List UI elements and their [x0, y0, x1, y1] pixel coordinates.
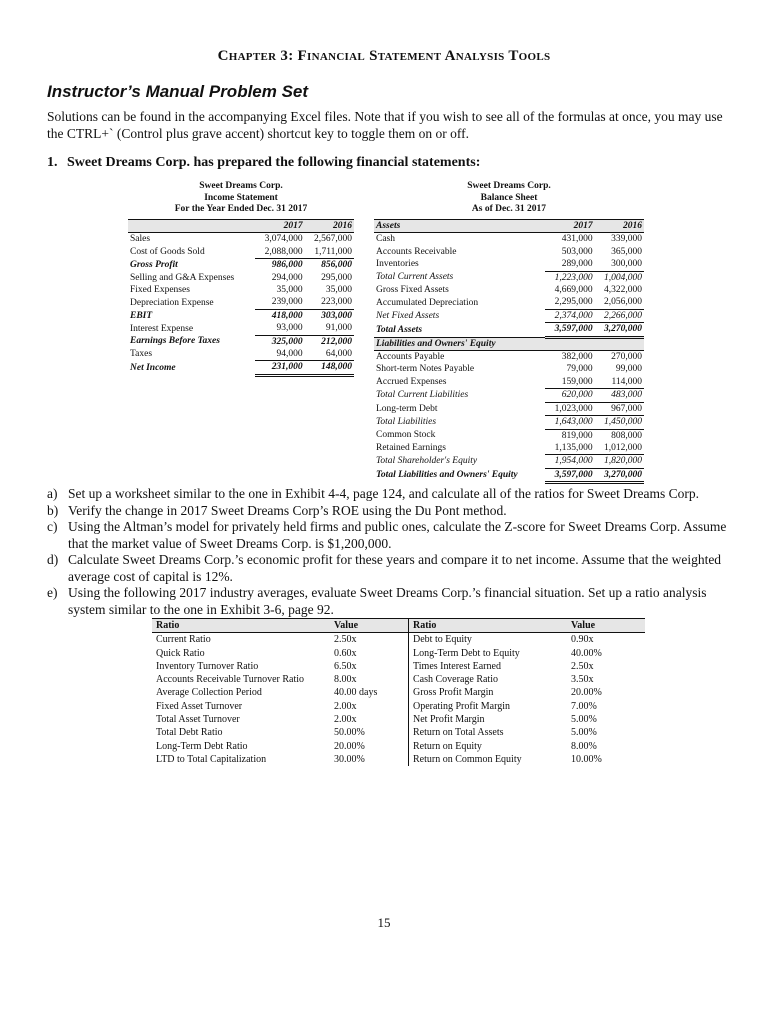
- question-text: Using the following 2017 industry averages, evaluate Sweet Dreams Corp.’s financial situation. Set up a ratio analysis system similar to the one in Exhibit 3-6, page 92.: [68, 585, 707, 617]
- income-statement-row: [128, 348, 354, 361]
- ratio-row: [152, 726, 645, 739]
- income-statement-row: [128, 335, 354, 348]
- income-statement-row-value-2016: 64,000: [305, 348, 354, 361]
- balance-sheet-row: [374, 363, 644, 375]
- balance-sheet-row: [374, 296, 644, 309]
- question-text: Using the Altman’s model for privately held firms and public ones, calculate the Z-score for Sweet Dreams Corp. Assume that the market value of Sweet Dreams Corp. is $1,200,000.: [68, 519, 727, 551]
- balance-sheet-row-value-2016: 1,004,000: [604, 272, 642, 283]
- ratio-name: Return on Total Assets: [409, 726, 568, 739]
- balance-sheet-row-label: Accounts Payable: [376, 352, 445, 363]
- income-statement-row: [128, 272, 354, 284]
- balance-sheet-row-value-2016: 4,322,000: [604, 285, 642, 296]
- income-statement-row: [128, 246, 354, 259]
- ratio-row: [152, 700, 645, 713]
- balance-sheet-row: [374, 389, 644, 402]
- balance-sheet-row-value-2017: 3,597,000: [545, 468, 594, 482]
- income-statement-row: [128, 309, 354, 322]
- balance-sheet-row-value-2016: 2,266,000: [595, 309, 644, 322]
- income-statement-row-value-2017: 231,000: [255, 361, 304, 375]
- balance-sheet-row-value-2016: 967,000: [595, 402, 644, 415]
- ratio-header-row: [152, 619, 645, 633]
- balance-sheet-row: [374, 323, 644, 337]
- ratio-row: [152, 647, 645, 660]
- income-statement-row-value-2016: 212,000: [305, 335, 354, 348]
- ratio-name: Total Debt Ratio: [156, 727, 223, 739]
- ratio-name: Return on Common Equity: [409, 753, 568, 766]
- income-statement-row-value-2016: 1,711,000: [305, 246, 354, 259]
- income-statement-row-label: Earnings Before Taxes: [130, 336, 220, 347]
- income-statement-row-value-2016: 223,000: [305, 296, 354, 309]
- ratio-value: 20.00%: [571, 687, 602, 699]
- income-statement-table: [128, 219, 354, 377]
- balance-sheet-row-value-2016: 99,000: [615, 364, 642, 375]
- balance-sheet-row: [374, 309, 644, 322]
- income-statement-header-cell: [128, 220, 255, 233]
- ratio-value: 0.60x: [334, 647, 357, 659]
- income-statement-row-value-2016: 303,000: [305, 309, 354, 322]
- income-statement-row-value-2016: 295,000: [321, 272, 352, 283]
- ratio-name: Quick Ratio: [156, 647, 205, 659]
- balance-sheet-row-value-2017: 289,000: [545, 258, 594, 271]
- balance-sheet-row-value-2017: 4,669,000: [554, 285, 593, 296]
- manual-title: Instructor’s Manual Problem Set: [47, 82, 309, 101]
- balance-sheet-row-label: Total Liabilities: [376, 417, 437, 428]
- income-statement-row-value-2017: 325,000: [255, 335, 304, 348]
- balance-sheet-row-value-2016: 1,450,000: [595, 416, 644, 429]
- question-list: [47, 486, 727, 618]
- ratio-row: [152, 713, 645, 726]
- ratio-value: 5.00%: [571, 727, 597, 739]
- income-statement-header-cell: 2016: [305, 220, 354, 233]
- income-statement-row-value-2016: 856,000: [305, 259, 354, 272]
- balance-sheet-row-value-2017: 1,135,000: [545, 442, 594, 455]
- ratio-value: 6.50x: [334, 660, 357, 672]
- income-statement-row-value-2016: 35,000: [325, 285, 352, 296]
- ratio-name: Return on Equity: [409, 740, 568, 753]
- income-statement-row-value-2016: 2,567,000: [314, 234, 352, 245]
- balance-sheet-row-value-2017: 1,643,000: [545, 416, 594, 429]
- balance-sheet-row-value-2016: 114,000: [595, 376, 644, 389]
- income-statement-row-value-2017: 3,074,000: [264, 234, 303, 245]
- income-statement-header-row: [128, 220, 354, 233]
- balance-sheet-row-value-2016: 300,000: [595, 258, 644, 271]
- ratio-value: 2.00x: [334, 714, 357, 726]
- ratio-value: 30.00%: [334, 753, 365, 765]
- ratio-name: Operating Profit Margin: [409, 700, 568, 713]
- balance-sheet-row-label: Liabilities and Owners' Equity: [374, 337, 545, 350]
- balance-sheet-row-label: Gross Fixed Assets: [376, 285, 449, 296]
- income-statement-row-value-2017: 2,088,000: [255, 246, 304, 259]
- balance-sheet-row-value-2017: 2,374,000: [545, 309, 594, 322]
- income-statement-row: [128, 361, 354, 375]
- balance-sheet-row-label: Net Fixed Assets: [376, 310, 440, 321]
- balance-sheet-row-value-2016: 365,000: [611, 246, 642, 257]
- question-label: e): [47, 585, 58, 600]
- ratio-value: 2.50x: [334, 634, 357, 646]
- balance-sheet-row-value-2017: 2,295,000: [545, 296, 594, 309]
- problem-text: Sweet Dreams Corp. has prepared the following financial statements:: [67, 155, 481, 170]
- income-statement-heading: [128, 181, 354, 216]
- balance-sheet-row-value-2016: 339,000: [611, 234, 642, 245]
- question-text: Verify the change in 2017 Sweet Dreams Corp’s ROE using the Du Pont method.: [68, 502, 507, 518]
- question-label: d): [47, 552, 59, 567]
- income-statement-row-value-2017: 93,000: [255, 322, 304, 335]
- balance-sheet-row-value-2016: 808,000: [611, 430, 642, 441]
- balance-sheet-row: [374, 442, 644, 455]
- balance-sheet-row-value-2016: 3,270,000: [595, 468, 644, 482]
- balance-sheet-row-label: Long-term Debt: [376, 403, 438, 414]
- ratio-row: [152, 740, 645, 753]
- ratio-value: 5.00%: [571, 714, 597, 726]
- income-statement-row-label: Cost of Goods Sold: [130, 247, 205, 258]
- ratio-name: Long-Term Debt Ratio: [156, 740, 248, 752]
- income-statement-row: [128, 296, 354, 309]
- ratio-value: 8.00%: [571, 740, 597, 752]
- ratio-row: [152, 686, 645, 699]
- balance-sheet-row-label: Accumulated Depreciation: [376, 297, 479, 308]
- problem-heading: [47, 155, 480, 171]
- ratio-value: 2.50x: [571, 660, 594, 672]
- ratio-value: 7.00%: [571, 700, 597, 712]
- balance-sheet-row: [374, 246, 644, 258]
- balance-sheet-row-value-2017: [545, 337, 594, 350]
- balance-sheet-heading: [374, 181, 644, 216]
- intro-paragraph: Solutions can be found in the accompanying Excel files. Note that if you wish to see all of the formulas at once, you may use the CTRL+` (Control plus grave accent) shortcut key to toggle them on or off.: [47, 109, 723, 141]
- income-statement-title: Income Statement: [204, 192, 278, 203]
- balance-sheet-row-value-2017: 503,000: [561, 246, 593, 257]
- income-statement-row-label: Gross Profit: [130, 259, 178, 270]
- income-statement-row: [128, 284, 354, 296]
- income-statement-row-value-2016: 148,000: [305, 361, 354, 375]
- balance-sheet-row-value-2017: 1,023,000: [545, 402, 594, 415]
- balance-sheet-row-label: Retained Earnings: [376, 443, 446, 454]
- balance-sheet-table: [374, 219, 644, 484]
- balance-sheet-row-value-2016: 270,000: [611, 352, 642, 363]
- ratio-name: Net Profit Margin: [409, 713, 568, 726]
- ratio-value: 0.90x: [571, 634, 594, 646]
- question-label: b): [47, 502, 59, 518]
- ratio-name: Long-Term Debt to Equity: [409, 647, 568, 660]
- balance-sheet-row-label: Total Current Assets: [376, 272, 454, 283]
- balance-sheet-date: As of Dec. 31 2017: [471, 204, 547, 214]
- question-label: c): [47, 519, 58, 534]
- ratio-value: 20.00%: [334, 740, 365, 752]
- balance-sheet-row-value-2017: 431,000: [561, 234, 593, 245]
- question-item: [47, 486, 727, 503]
- balance-sheet-row: [374, 258, 644, 271]
- balance-sheet-header-cell: Assets: [374, 220, 545, 233]
- income-statement-row-label: Taxes: [130, 349, 153, 360]
- ratio-header-cell: Value: [330, 619, 409, 633]
- chapter-title: Chapter 3: Financial Statement Analysis Tools: [217, 48, 551, 64]
- balance-sheet-row: [374, 416, 644, 429]
- question-item: [47, 503, 727, 520]
- ratio-name: Times Interest Earned: [409, 660, 568, 673]
- balance-sheet-row-label: Total Current Liabilities: [376, 390, 469, 401]
- balance-sheet-header-row: [374, 220, 644, 233]
- income-statement-row-label: Sales: [130, 234, 151, 245]
- balance-sheet-row-value-2016: 1,820,000: [595, 455, 644, 468]
- balance-sheet-row-value-2017: 1,223,000: [554, 272, 593, 283]
- ratio-value: 50.00%: [334, 727, 365, 739]
- balance-sheet-row-label: Common Stock: [376, 430, 436, 441]
- balance-sheet-row-value-2017: 819,000: [561, 430, 593, 441]
- income-statement-row-label: EBIT: [130, 310, 153, 321]
- ratio-header-cell: Ratio: [409, 619, 568, 633]
- income-statement-row-value-2017: 294,000: [271, 272, 303, 283]
- industry-ratio-table: [152, 618, 645, 766]
- balance-sheet-company: Sweet Dreams Corp.: [467, 181, 551, 191]
- ratio-row: [152, 673, 645, 686]
- balance-sheet-row-label: Accrued Expenses: [376, 377, 447, 388]
- balance-sheet-row: [374, 429, 644, 442]
- income-statement-row-label: Depreciation Expense: [130, 297, 214, 308]
- ratio-name: Gross Profit Margin: [409, 686, 568, 699]
- problem-number: 1.: [47, 155, 58, 170]
- page-number: 15: [377, 915, 391, 930]
- balance-sheet-row: [374, 284, 644, 296]
- ratio-header-cell: Value: [567, 619, 645, 633]
- income-statement-row-label: Interest Expense: [130, 323, 194, 334]
- income-statement-row-label: Net Income: [130, 362, 176, 373]
- income-statement-row: [128, 233, 354, 246]
- question-text: Calculate Sweet Dreams Corp.’s economic profit for these years and compare it to net income. Assume that the weighted average cost of capital is 12%.: [68, 552, 722, 584]
- ratio-value: 10.00%: [571, 753, 602, 765]
- income-statement-header-cell: 2017: [255, 220, 304, 233]
- income-statement-row-label: Selling and G&A Expenses: [130, 272, 235, 283]
- income-statement-period: For the Year Ended Dec. 31 2017: [174, 204, 308, 214]
- balance-sheet-row-value-2017: 382,000: [561, 352, 593, 363]
- balance-sheet-row: [374, 455, 644, 468]
- balance-sheet-row-label: Inventories: [376, 259, 419, 270]
- question-text: Set up a worksheet similar to the one in Exhibit 4-4, page 124, and calculate all of the ratios for Sweet Dreams Corp.: [68, 486, 699, 501]
- income-statement-row-value-2017: 35,000: [276, 285, 303, 296]
- balance-sheet-row: [374, 233, 644, 246]
- ratio-name: Inventory Turnover Ratio: [156, 660, 259, 672]
- balance-sheet-row-label: Total Assets: [376, 324, 423, 335]
- income-statement-row: [128, 259, 354, 272]
- income-statement-row-value-2017: 986,000: [255, 259, 304, 272]
- income-statement-row-label: Fixed Expenses: [130, 285, 190, 296]
- ratio-header-cell: Ratio: [152, 619, 330, 633]
- income-statement-row-value-2016: 91,000: [305, 322, 354, 335]
- balance-sheet-row: [374, 337, 644, 350]
- income-statement-row-value-2017: 94,000: [255, 348, 304, 361]
- balance-sheet-row: [374, 376, 644, 389]
- ratio-name: Fixed Asset Turnover: [156, 700, 243, 712]
- ratio-row: [152, 753, 645, 766]
- question-label: a): [47, 486, 58, 501]
- balance-sheet-row-label: Accounts Receivable: [376, 246, 457, 257]
- balance-sheet-row-label: Cash: [376, 234, 395, 245]
- ratio-name: Total Asset Turnover: [156, 714, 240, 726]
- income-statement-company: Sweet Dreams Corp.: [199, 181, 283, 191]
- ratio-name: Debt to Equity: [409, 633, 568, 647]
- balance-sheet-row-value-2016: 483,000: [595, 389, 644, 402]
- income-statement-row-value-2017: 239,000: [255, 296, 304, 309]
- balance-sheet-row-label: Total Liabilities and Owners' Equity: [376, 470, 518, 481]
- ratio-name: Accounts Receivable Turnover Ratio: [156, 674, 305, 686]
- balance-sheet-row: [374, 402, 644, 415]
- question-item: [47, 552, 727, 585]
- balance-sheet-row-value-2016: 3,270,000: [595, 323, 644, 337]
- balance-sheet-row-value-2016: [595, 337, 644, 350]
- ratio-name: Current Ratio: [156, 634, 211, 646]
- ratio-value: 8.00x: [334, 674, 357, 686]
- ratio-name: LTD to Total Capitalization: [156, 753, 267, 765]
- balance-sheet-header-cell: 2017: [545, 220, 594, 233]
- balance-sheet-row-label: Short-term Notes Payable: [376, 364, 475, 375]
- balance-sheet-row-value-2017: 620,000: [545, 389, 594, 402]
- ratio-value: 2.00x: [334, 700, 357, 712]
- balance-sheet-row-value-2016: 2,056,000: [595, 296, 644, 309]
- balance-sheet-row-value-2017: 1,954,000: [545, 455, 594, 468]
- ratio-value: 40.00 days: [334, 687, 378, 699]
- ratio-value: 3.50x: [571, 674, 594, 686]
- ratio-name: Cash Coverage Ratio: [409, 673, 568, 686]
- ratio-row: [152, 660, 645, 673]
- balance-sheet-row-value-2017: 159,000: [545, 376, 594, 389]
- balance-sheet-row: [374, 468, 644, 482]
- question-item: [47, 585, 727, 618]
- question-item: [47, 519, 727, 552]
- balance-sheet-row-value-2017: 3,597,000: [545, 323, 594, 337]
- balance-sheet-row-label: Total Shareholder's Equity: [376, 456, 478, 467]
- balance-sheet-row-value-2017: 79,000: [566, 364, 593, 375]
- balance-sheet-row: [374, 271, 644, 284]
- balance-sheet-header-cell: 2016: [595, 220, 644, 233]
- ratio-name: Average Collection Period: [156, 687, 262, 699]
- balance-sheet-row-value-2016: 1,012,000: [595, 442, 644, 455]
- income-statement-row-value-2017: 418,000: [255, 309, 304, 322]
- income-statement-row: [128, 322, 354, 335]
- ratio-value: 40.00%: [571, 647, 602, 659]
- balance-sheet-title: Balance Sheet: [480, 192, 538, 203]
- ratio-row: [152, 633, 645, 647]
- balance-sheet-row: [374, 351, 644, 364]
